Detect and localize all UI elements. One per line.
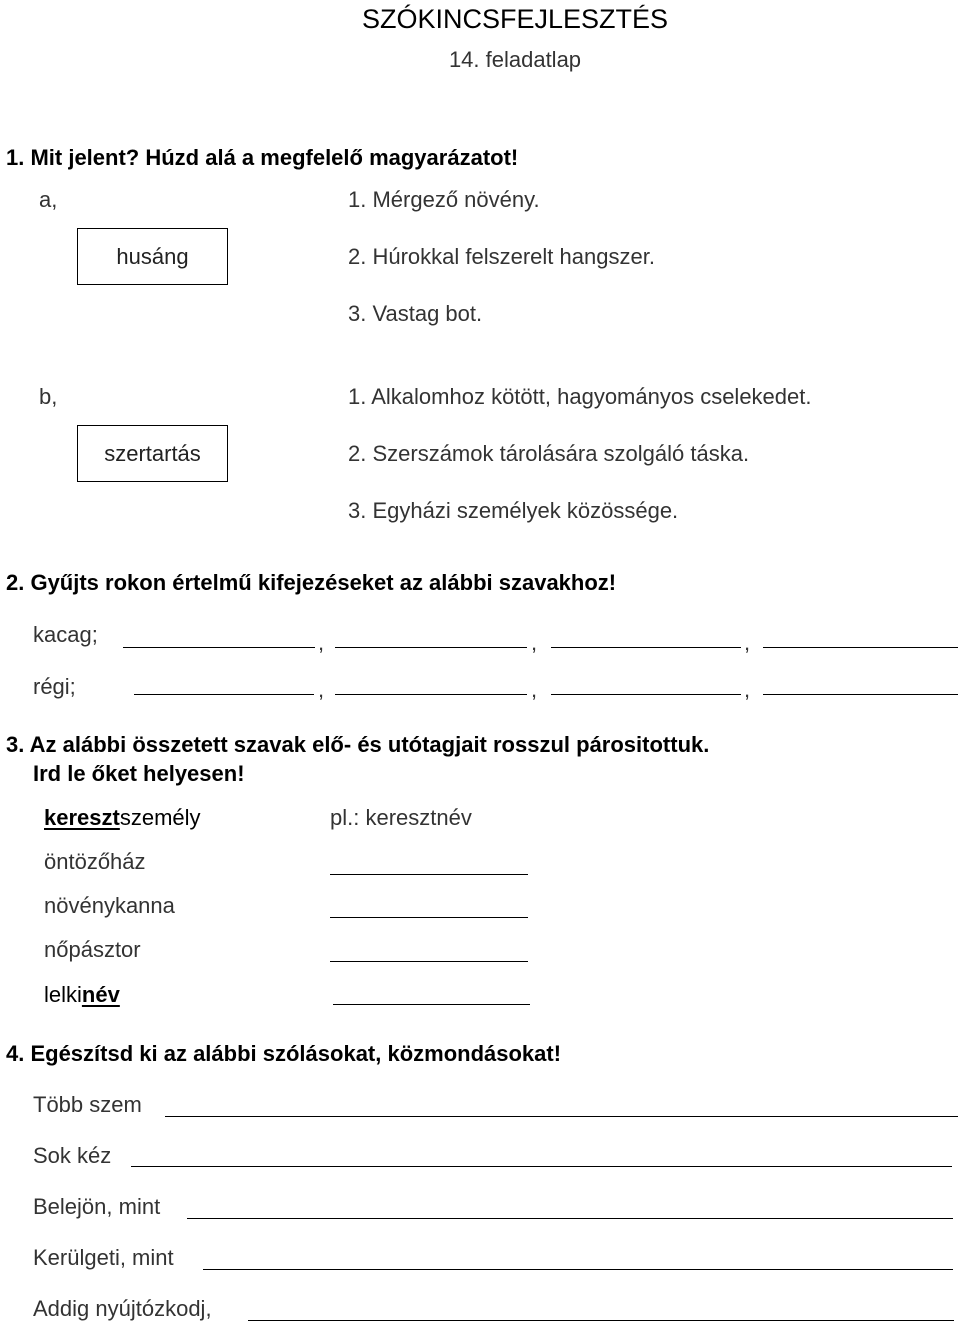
task1-b-word: szertartás <box>104 440 201 466</box>
comma: , <box>318 677 325 702</box>
task1-a-option[interactable]: 1. Mérgező növény. <box>348 187 540 212</box>
answer-line[interactable] <box>763 647 958 648</box>
answer-line[interactable] <box>203 1269 953 1270</box>
answer-line[interactable] <box>330 874 528 875</box>
task1-b-option[interactable]: 3. Egyházi személyek közössége. <box>348 498 679 523</box>
answer-line[interactable] <box>333 1004 530 1005</box>
comma: , <box>744 677 751 702</box>
task1-b-label: b, <box>39 384 58 409</box>
task1-b-option[interactable]: 1. Alkalomhoz kötött, hagyományos cselekedet. <box>348 384 812 409</box>
answer-line[interactable] <box>335 647 527 648</box>
task1-a-option[interactable]: 2. Húrokkal felszerelt hangszer. <box>348 244 655 269</box>
task1-a-label: a, <box>39 187 58 212</box>
task1-a-option[interactable]: 3. Vastag bot. <box>348 301 483 326</box>
compound-word: lelkinév <box>44 982 120 1007</box>
answer-line[interactable] <box>187 1218 953 1219</box>
proverb-start: Több szem <box>33 1092 142 1117</box>
answer-line[interactable] <box>551 647 741 648</box>
task1-b-word-box <box>77 425 228 482</box>
task1-b-option[interactable]: 2. Szerszámok tárolására szolgáló táska. <box>348 441 750 466</box>
task4-heading: 4. Egészítsd ki az alábbi szólásokat, közmondásokat! <box>6 1041 562 1066</box>
answer-line[interactable] <box>123 647 315 648</box>
task1-a-word-box <box>77 228 228 285</box>
task2-word: régi; <box>33 674 76 699</box>
task3-example: pl.: keresztnév <box>330 805 472 830</box>
task1-a-word: husáng <box>116 243 189 269</box>
answer-line[interactable] <box>763 694 958 695</box>
answer-line[interactable] <box>335 694 527 695</box>
task3-heading: 3. Az alábbi összetett szavak elő- és utótagjait rosszul párositottuk. <box>6 732 710 757</box>
answer-line[interactable] <box>551 694 741 695</box>
task2-heading: 2. Gyűjts rokon értelmű kifejezéseket az alábbi szavakhoz! <box>6 570 617 595</box>
answer-line[interactable] <box>248 1320 954 1321</box>
proverb-start: Belejön, mint <box>33 1194 161 1219</box>
answer-line[interactable] <box>165 1116 958 1117</box>
proverb-start: Kerülgeti, mint <box>33 1245 174 1270</box>
compound-word: növénykanna <box>44 893 175 918</box>
page-title: SZÓKINCSFEJLESZTÉS <box>361 4 669 34</box>
proverb-start: Addig nyújtózkodj, <box>33 1296 212 1321</box>
comma: , <box>531 677 538 702</box>
comma: , <box>318 630 325 655</box>
page-subtitle: 14. feladatlap <box>448 47 582 72</box>
answer-line[interactable] <box>134 694 314 695</box>
task2-word: kacag; <box>33 622 98 647</box>
task1-heading: 1. Mit jelent? Húzd alá a megfelelő magyarázatot! <box>6 145 519 170</box>
compound-word: nőpásztor <box>44 937 141 962</box>
proverb-start: Sok kéz <box>33 1143 112 1168</box>
compound-word: öntözőház <box>44 849 146 874</box>
answer-line[interactable] <box>131 1166 952 1167</box>
task3-heading-line2: Ird le őket helyesen! <box>33 761 245 786</box>
comma: , <box>531 630 538 655</box>
answer-line[interactable] <box>330 961 528 962</box>
compound-word: keresztszemély <box>44 805 201 830</box>
answer-line[interactable] <box>330 917 528 918</box>
comma: , <box>744 630 751 655</box>
